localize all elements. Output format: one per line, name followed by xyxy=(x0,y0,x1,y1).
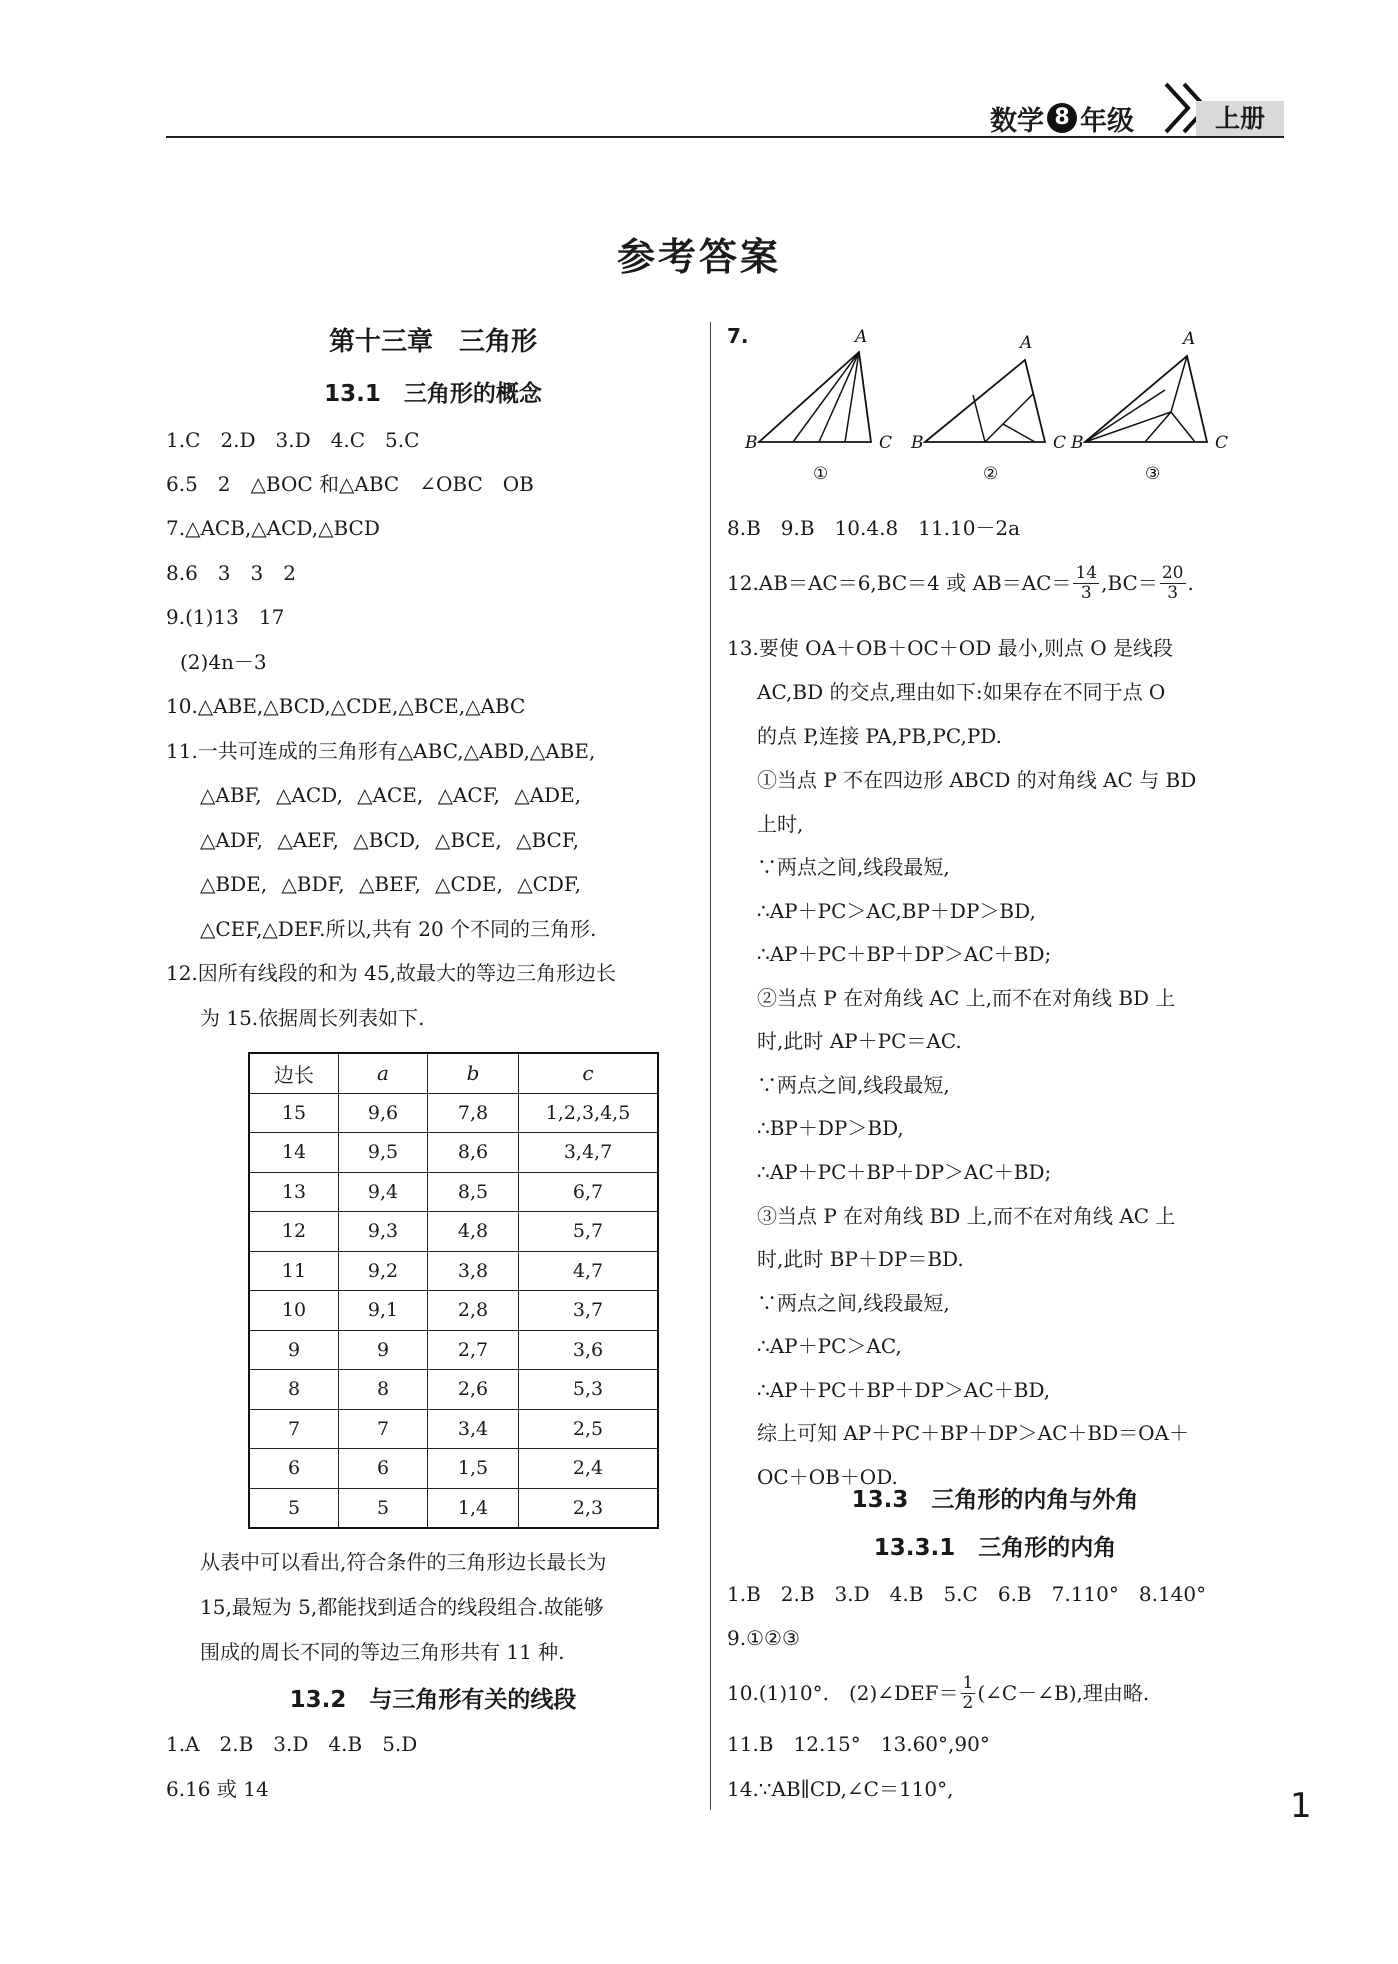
answer-line: ∵两点之间,线段最短, xyxy=(757,1291,950,1315)
table-cell: 8,5 xyxy=(428,1172,519,1212)
table-cell: 1,5 xyxy=(428,1449,519,1489)
answer-line: 11.B 12.15° 13.60°,90° xyxy=(727,1732,990,1756)
triangle-figure-1 xyxy=(744,327,892,484)
table-cell: 6 xyxy=(249,1449,339,1489)
header-grade: 年级 xyxy=(1080,105,1134,137)
q12-text: ,BC＝ xyxy=(1101,571,1158,595)
table-cell: 5 xyxy=(249,1488,339,1528)
q12-text: . xyxy=(1187,571,1194,595)
table-cell: 5,3 xyxy=(519,1370,659,1410)
table-cell: 3,4 xyxy=(428,1409,519,1449)
table-cell: 7,8 xyxy=(428,1093,519,1133)
triangle-figure-2 xyxy=(910,333,1066,484)
table-cell: 9,3 xyxy=(339,1212,428,1252)
answer-line: ∵两点之间,线段最短, xyxy=(757,1073,950,1097)
answer-line: 12.因所有线段的和为 45,故最大的等边三角形边长 xyxy=(166,961,616,985)
vertex-label-c: C xyxy=(1053,433,1067,453)
table-cell: 9 xyxy=(249,1330,339,1370)
table-cell: 2,7 xyxy=(428,1330,519,1370)
table-cell: 2,5 xyxy=(519,1409,659,1449)
table-cell: 5 xyxy=(339,1488,428,1528)
table-header-cell: b xyxy=(428,1053,519,1093)
answer-line: △CEF,△DEF.所以,共有 20 个不同的三角形. xyxy=(200,917,597,941)
vertex-label-c: C xyxy=(1215,433,1229,453)
table-row xyxy=(249,1330,658,1370)
table-cell: 10 xyxy=(249,1291,339,1331)
table-cell: 3,6 xyxy=(519,1330,659,1370)
side-length-table xyxy=(248,1052,659,1529)
answer-line: AC,BD 的交点,理由如下:如果存在不同于点 O xyxy=(757,680,1166,704)
vertex-label-a: A xyxy=(855,327,868,347)
table-row xyxy=(249,1409,658,1449)
fraction xyxy=(1073,564,1099,603)
header-brand xyxy=(990,100,1134,136)
answer-line: 6.16 或 14 xyxy=(166,1777,269,1801)
table-cell: 8,6 xyxy=(428,1133,519,1173)
denominator: 3 xyxy=(1080,582,1092,603)
section-heading-13-3-1: 13.3.1 三角形的内角 xyxy=(873,1535,1117,1561)
section-heading-13-2: 13.2 与三角形有关的线段 xyxy=(289,1687,577,1713)
table-cell: 5,7 xyxy=(519,1212,659,1252)
table-cell: 7 xyxy=(249,1409,339,1449)
vertex-label-a: A xyxy=(1183,329,1196,349)
figure-number: ③ xyxy=(1145,464,1161,484)
denominator: 3 xyxy=(1167,582,1179,603)
table-row xyxy=(249,1172,658,1212)
answer-line: OC＋OB＋OD. xyxy=(757,1465,898,1489)
table-row xyxy=(249,1449,658,1489)
q12-text: 12.AB＝AC＝6,BC＝4 或 AB＝AC＝ xyxy=(727,571,1072,595)
question-10 xyxy=(727,1670,1149,1716)
table-cell: 12 xyxy=(249,1212,339,1252)
answer-line: 综上可知 AP＋PC＋BP＋DP＞AC＋BD＝OA＋ xyxy=(757,1421,1189,1445)
table-cell: 8 xyxy=(339,1370,428,1410)
answer-line: 1.A 2.B 3.D 4.B 5.D xyxy=(166,1732,418,1756)
table-cell: 9,2 xyxy=(339,1251,428,1291)
table-cell: 2,3 xyxy=(519,1488,659,1528)
answer-line: ∴AP＋PC＋BP＋DP＞AC＋BD, xyxy=(757,1378,1051,1402)
vertex-label-b: B xyxy=(911,433,924,453)
answer-line: 9.①②③ xyxy=(727,1626,800,1650)
answer-line: ∴AP＋PC＞AC, xyxy=(757,1334,902,1358)
table-cell: 4,8 xyxy=(428,1212,519,1252)
answer-line: 9.(1)13 17 xyxy=(166,605,285,629)
table-cell: 9 xyxy=(339,1330,428,1370)
answer-line: 8.6 3 3 2 xyxy=(166,561,296,585)
answer-line: 时,此时 BP＋DP＝BD. xyxy=(757,1247,964,1271)
table-cell: 6,7 xyxy=(519,1172,659,1212)
table-cell: 15 xyxy=(249,1093,339,1133)
answer-line: △ADF, △AEF, △BCD, △BCE, △BCF, xyxy=(200,828,579,852)
answer-line: 6.5 2 △BOC 和△ABC ∠OBC OB xyxy=(166,472,534,496)
answer-line: 围成的周长不同的等边三角形共有 11 种. xyxy=(200,1640,565,1664)
answer-line: 14.∵AB∥CD,∠C＝110°, xyxy=(727,1777,954,1801)
triangle-figures xyxy=(735,322,1245,492)
table-cell: 7 xyxy=(339,1409,428,1449)
vertex-label-a: A xyxy=(1020,333,1033,353)
triangle-figure-3 xyxy=(1070,329,1228,484)
table-row xyxy=(249,1133,658,1173)
page-title: 参考答案 xyxy=(616,235,781,279)
answer-line: 上时, xyxy=(757,812,804,836)
header-subject: 数学 xyxy=(990,105,1044,137)
q10-text: (∠C－∠B),理由略. xyxy=(977,1681,1150,1705)
table-cell: 6 xyxy=(339,1449,428,1489)
table-cell: 1,4 xyxy=(428,1488,519,1528)
table-header-cell: c xyxy=(519,1053,659,1093)
table-cell: 14 xyxy=(249,1133,339,1173)
header-rule xyxy=(166,136,1284,138)
grade-circle: 8 xyxy=(1047,103,1077,133)
answer-line: 7.△ACB,△ACD,△BCD xyxy=(166,516,380,540)
answer-line: 从表中可以看出,符合条件的三角形边长最长为 xyxy=(200,1550,607,1574)
page-number: 1 xyxy=(1290,1786,1312,1826)
q10-text: 10.(1)10°. (2)∠DEF＝ xyxy=(727,1681,959,1705)
answer-line: ∴AP＋PC＋BP＋DP＞AC＋BD; xyxy=(757,1160,1052,1184)
fraction xyxy=(961,1674,976,1713)
table-row xyxy=(249,1370,658,1410)
answer-line: 为 15.依据周长列表如下. xyxy=(200,1006,425,1030)
table-cell: 2,4 xyxy=(519,1449,659,1489)
vertex-label-c: C xyxy=(879,433,893,453)
chapter-heading: 第十三章 三角形 xyxy=(328,327,537,357)
answer-line: 时,此时 AP＋PC＝AC. xyxy=(757,1029,962,1053)
answer-line: 8.B 9.B 10.4.8 11.10－2a xyxy=(727,516,1021,540)
answer-line: 1.B 2.B 3.D 4.B 5.C 6.B 7.110° 8.140° xyxy=(727,1582,1207,1606)
figure-number: ② xyxy=(983,464,999,484)
numerator: 14 xyxy=(1075,562,1098,583)
table-row xyxy=(249,1093,658,1133)
answer-line: ①当点 P 不在四边形 ABCD 的对角线 AC 与 BD xyxy=(757,768,1197,792)
denominator: 2 xyxy=(962,1692,974,1713)
table-cell: 3,7 xyxy=(519,1291,659,1331)
answer-line: 11.一共可连成的三角形有△ABC,△ABD,△ABE, xyxy=(166,739,596,763)
table-row xyxy=(249,1291,658,1331)
numerator: 20 xyxy=(1161,562,1184,583)
table-cell: 2,8 xyxy=(428,1291,519,1331)
question-12 xyxy=(727,560,1194,606)
table-cell: 8 xyxy=(249,1370,339,1410)
answer-line: 10.△ABE,△BCD,△CDE,△BCE,△ABC xyxy=(166,694,526,718)
column-divider xyxy=(710,322,711,1810)
table-cell: 9,1 xyxy=(339,1291,428,1331)
question-7-label: 7. xyxy=(727,324,749,348)
table-row xyxy=(249,1488,658,1528)
answer-line: 15,最短为 5,都能找到适合的线段组合.故能够 xyxy=(200,1595,604,1619)
table-header-row xyxy=(249,1053,658,1093)
table-cell: 3,4,7 xyxy=(519,1133,659,1173)
table-cell: 1,2,3,4,5 xyxy=(519,1093,659,1133)
section-heading-13-1: 13.1 三角形的概念 xyxy=(324,381,542,407)
answer-line: 1.C 2.D 3.D 4.C 5.C xyxy=(166,428,420,452)
answer-line: ③当点 P 在对角线 BD 上,而不在对角线 AC 上 xyxy=(757,1204,1176,1228)
vertex-label-b: B xyxy=(1071,433,1084,453)
numerator: 1 xyxy=(962,1672,974,1693)
table-cell: 11 xyxy=(249,1251,339,1291)
table-cell: 4,7 xyxy=(519,1251,659,1291)
answer-line: ②当点 P 在对角线 AC 上,而不在对角线 BD 上 xyxy=(757,986,1176,1010)
table-cell: 9,6 xyxy=(339,1093,428,1133)
table-cell: 13 xyxy=(249,1172,339,1212)
answer-line: (2)4n－3 xyxy=(180,650,267,674)
answer-line: ∴AP＋PC＋BP＋DP＞AC＋BD; xyxy=(757,942,1052,966)
table-cell: 2,6 xyxy=(428,1370,519,1410)
vertex-label-b: B xyxy=(745,433,758,453)
table-header-cell: 边长 xyxy=(249,1053,339,1093)
answer-line: ∴AP＋PC＞AC,BP＋DP＞BD, xyxy=(757,899,1036,923)
figure-number: ① xyxy=(813,464,829,484)
answer-line: △BDE, △BDF, △BEF, △CDE, △CDF, xyxy=(200,872,582,896)
answer-line: ∴BP＋DP＞BD, xyxy=(757,1116,904,1140)
table-header-cell: a xyxy=(339,1053,428,1093)
answer-line: ∵两点之间,线段最短, xyxy=(757,855,950,879)
answer-line: 13.要使 OA＋OB＋OC＋OD 最小,则点 O 是线段 xyxy=(727,636,1174,660)
table-row xyxy=(249,1251,658,1291)
answer-line: △ABF, △ACD, △ACE, △ACF, △ADE, xyxy=(200,783,582,807)
table-row xyxy=(249,1212,658,1252)
volume-tab: 上册 xyxy=(1196,101,1284,136)
table-cell: 9,4 xyxy=(339,1172,428,1212)
fraction xyxy=(1160,564,1186,603)
section-heading-13-3: 13.3 三角形的内角与外角 xyxy=(851,1487,1139,1513)
table-cell: 3,8 xyxy=(428,1251,519,1291)
table-cell: 9,5 xyxy=(339,1133,428,1173)
answer-line: 的点 P,连接 PA,PB,PC,PD. xyxy=(757,724,1002,748)
